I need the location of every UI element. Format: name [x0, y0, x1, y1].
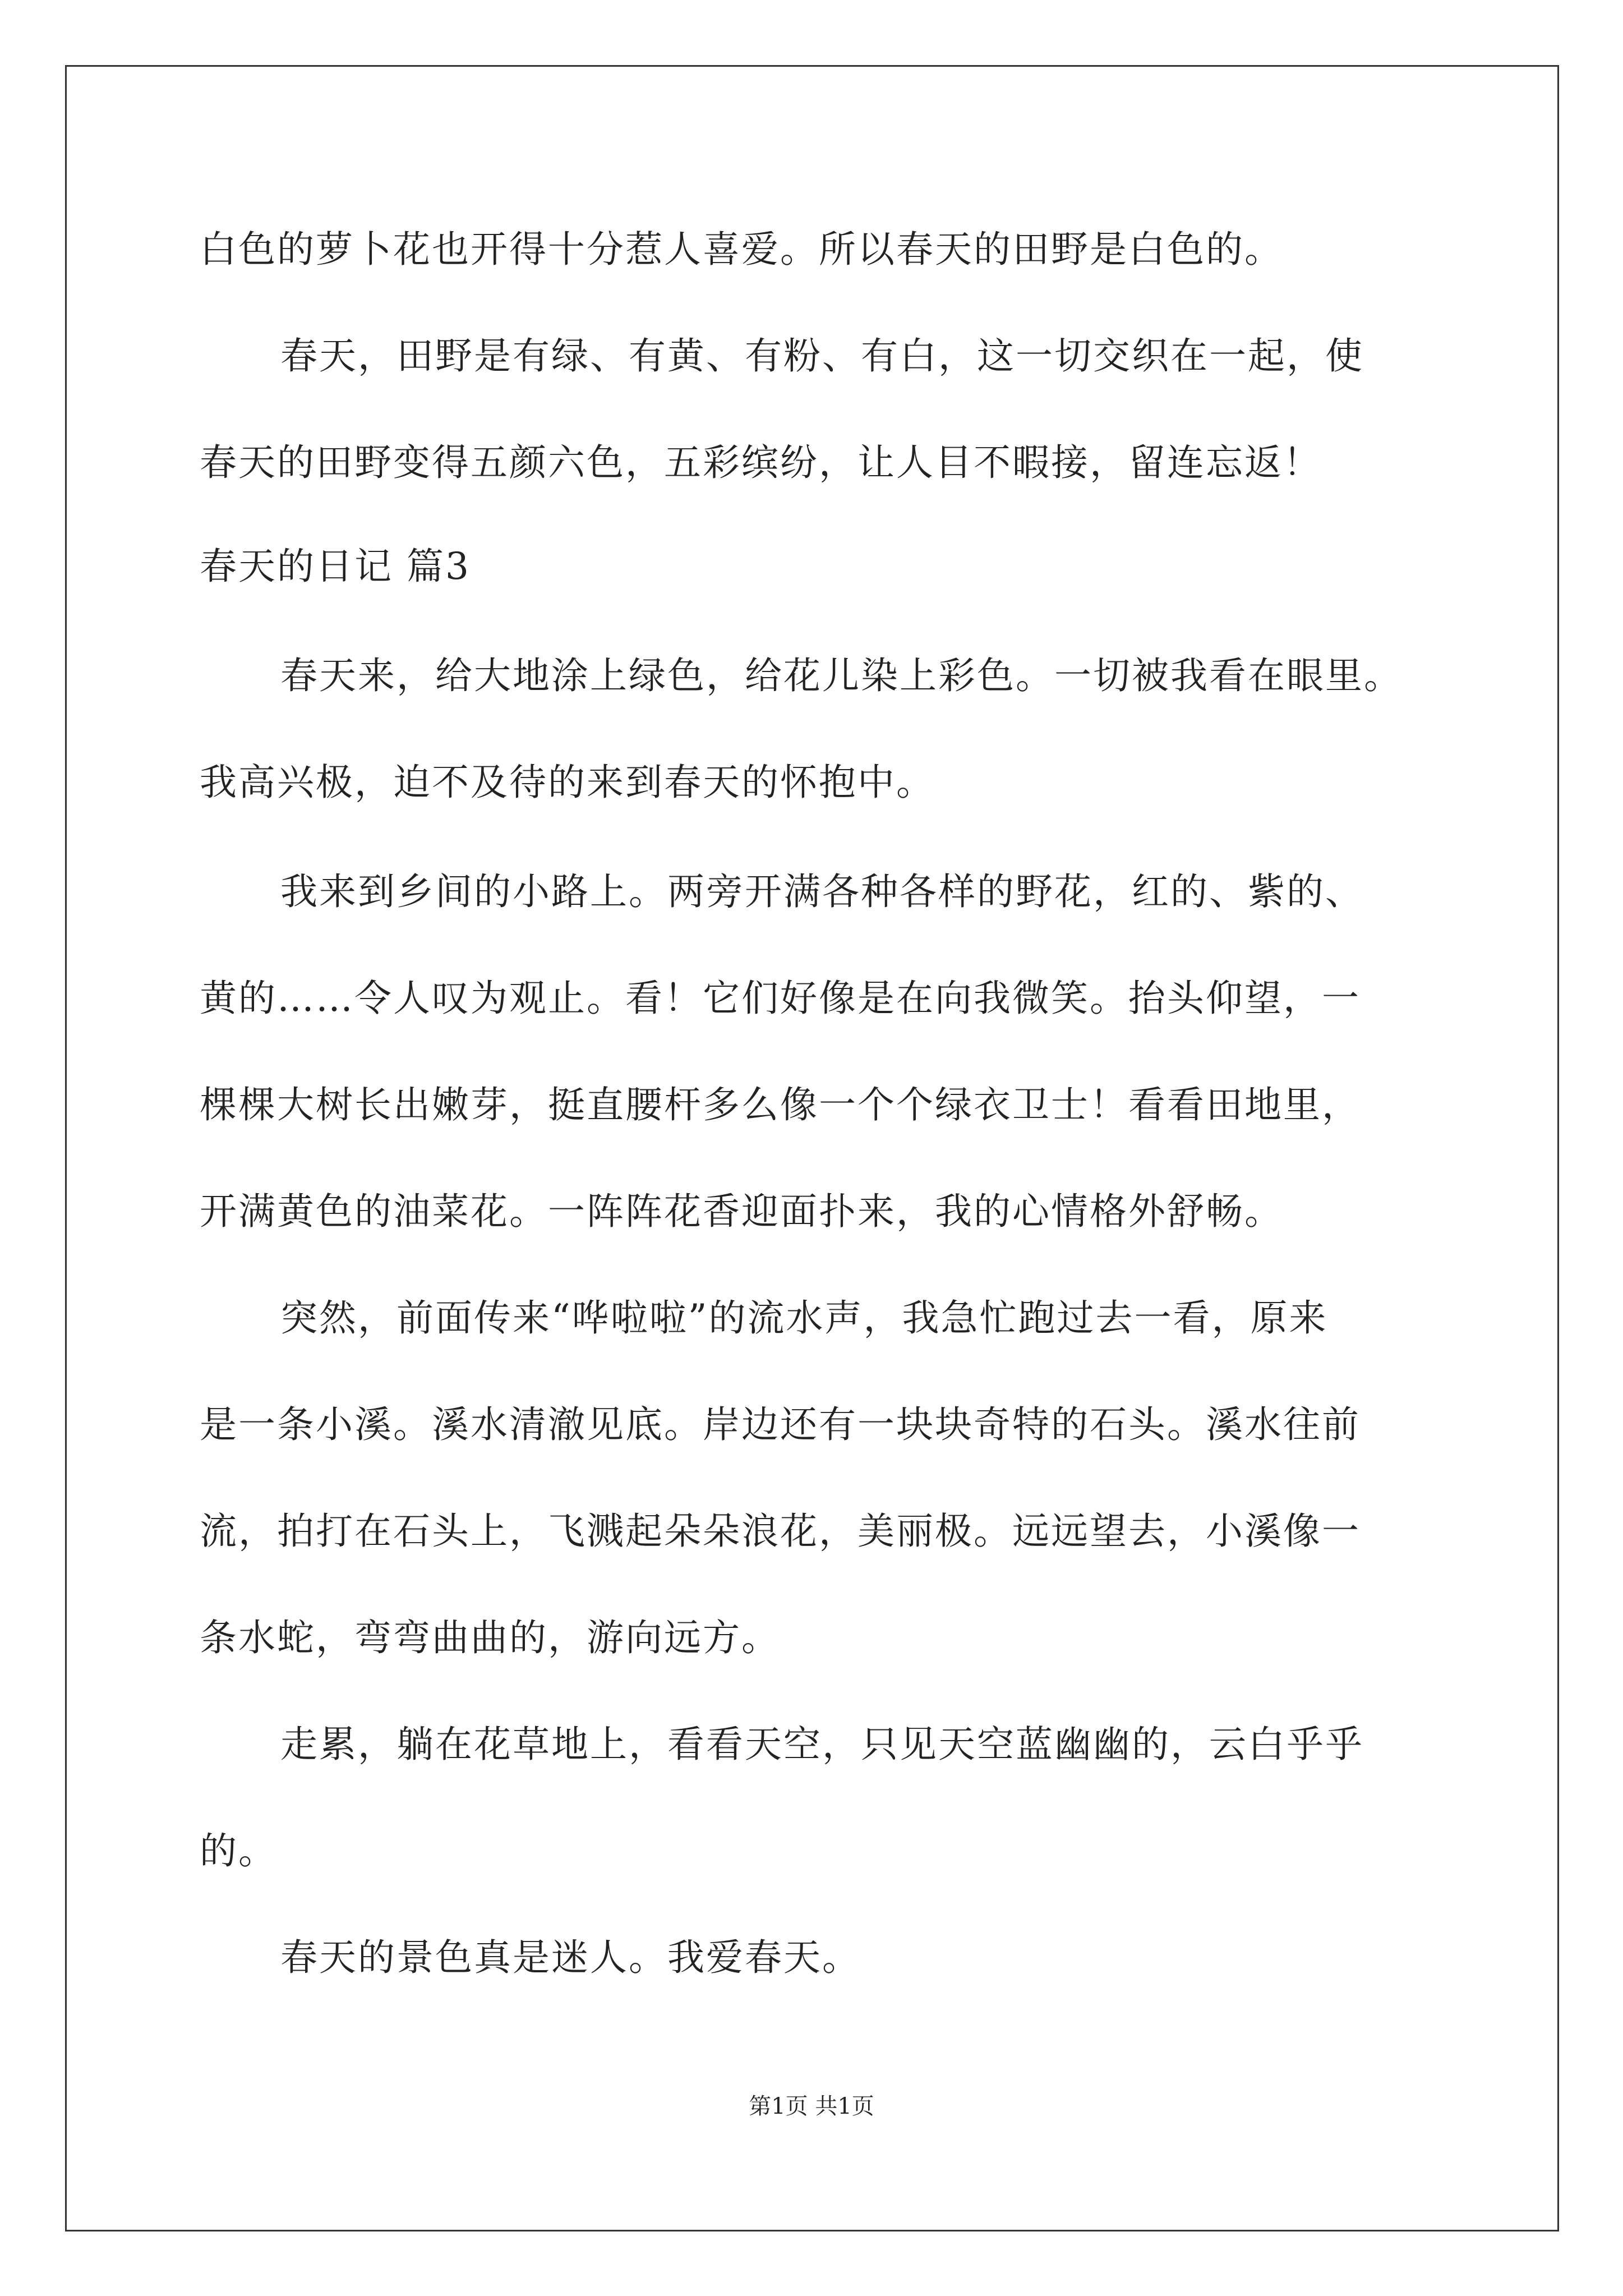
text-line: 白色的萝卜花也开得十分惹人喜爱。所以春天的田野是白色的。 [200, 228, 1283, 271]
paragraph-first-line: 春天的景色真是迷人。我爱春天。 [280, 1936, 861, 1979]
text-line: 棵棵大树长出嫩芽，挺直腰杆多么像一个个绿衣卫士！看看田地里， [200, 1083, 1361, 1126]
text-line: 我高兴极，迫不及待的来到春天的怀抱中。 [200, 761, 935, 804]
section-heading: 春天的日记 篇3 [200, 545, 471, 588]
page-border [65, 65, 1559, 2231]
text-line: 春天的田野变得五颜六色，五彩缤纷，让人目不暇接，留连忘返！ [200, 441, 1322, 484]
text-line: 流，拍打在石头上，飞溅起朵朵浪花，美丽极。远远望去，小溪像一 [200, 1510, 1361, 1553]
text-line: 开满黄色的油菜花。一阵阵花香迎面扑来，我的心情格外舒畅。 [200, 1190, 1283, 1233]
paragraph-first-line: 春天来，给大地涂上绿色，给花儿染上彩色。一切被我看在眼里。 [280, 654, 1403, 697]
paragraph-first-line: 春天，田野是有绿、有黄、有粉、有白，这一切交织在一起，使 [280, 334, 1364, 378]
paragraph-first-line: 我来到乡间的小路上。两旁开满各种各样的野花，红的、紫的、 [280, 870, 1364, 913]
text-line: 是一条小溪。溪水清澈见底。岸边还有一块块奇特的石头。溪水往前 [200, 1403, 1361, 1446]
text-line: 的。 [200, 1829, 277, 1872]
text-line: 黄的……令人叹为观止。看！它们好像是在向我微笑。抬头仰望，一 [200, 977, 1361, 1020]
paragraph-first-line: 走累，躺在花草地上，看看天空，只见天空蓝幽幽的，云白乎乎 [280, 1723, 1364, 1766]
text-line: 条水蛇，弯弯曲曲的，游向远方。 [200, 1616, 780, 1659]
paragraph-first-line: 突然，前面传来“哗啦啦”的流水声，我急忙跑过去一看，原来 [280, 1296, 1328, 1340]
page-number-footer: 第1页 共1页 [749, 2093, 874, 2119]
